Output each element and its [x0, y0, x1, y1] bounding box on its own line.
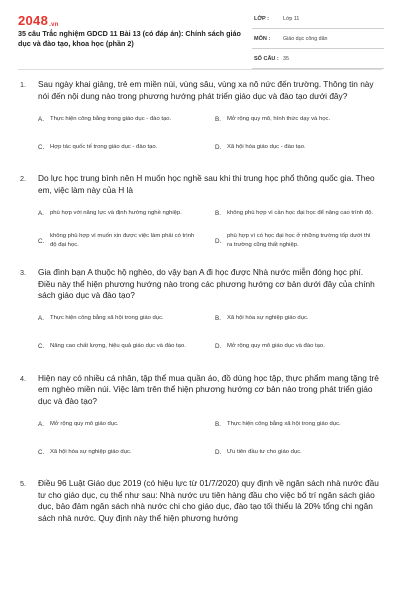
answer-option[interactable]: [215, 441, 388, 463]
answer-option[interactable]: [215, 413, 388, 435]
option-text: Ưu tiên đầu tư cho giáo dục.: [227, 448, 302, 455]
option-text: không phù hợp vì muốn xin được việc làm phải có trình độ đại học.: [50, 233, 195, 248]
answer-option[interactable]: [215, 136, 388, 158]
question-number: 1.: [20, 80, 26, 89]
answer-options: [38, 308, 382, 358]
option-text: Thực hiện công bằng trong giáo dục - đào tạo.: [50, 115, 172, 122]
logo-suffix: .vn: [49, 22, 59, 28]
answer-option[interactable]: [215, 230, 388, 252]
question-text: Sau ngày khai giảng, trẻ em miền núi, vùng sâu, vùng xa nô nức đến trường. Thông tin này nói đến nội dung nào trong phương hướng phát triển giáo dục và đào tạo dưới đây?: [38, 79, 374, 101]
answer-option[interactable]: [215, 202, 388, 224]
meta-row-class: [252, 12, 384, 29]
question: [18, 370, 382, 464]
option-text: phù hợp vì có học đại học ở những trường tốp dưới thì ra trường cũng thất nghiệp.: [227, 233, 371, 248]
option-text: Xã hội hóa sự nghiệp giáo dục.: [227, 315, 309, 322]
meta-row-count: [252, 52, 384, 69]
answer-option[interactable]: [38, 441, 211, 463]
document-header: [0, 0, 400, 66]
answer-option[interactable]: [38, 202, 211, 224]
option-letter: A.: [38, 420, 44, 428]
option-text: Xã hội hóa giáo dục - đào tạo.: [227, 143, 306, 150]
option-letter: A.: [38, 315, 44, 322]
option-letter: D.: [215, 343, 222, 350]
option-letter: C.: [38, 237, 45, 245]
meta-value: 35: [283, 56, 289, 62]
question-text: Gia đình bạn A thuộc hộ nghèo, do vậy bạn A đi học được Nhà nước miễn đóng học phí. Điều này thể hiện phương hướng nào trong các phương hướng cơ bản dưới đây của chính sách giáo dục và đào tạo?: [38, 267, 375, 300]
answer-options: [38, 202, 382, 252]
answer-option[interactable]: [215, 308, 388, 330]
meta-table: [252, 12, 384, 72]
option-text: Mở rộng quy mô giáo dục.: [50, 420, 119, 427]
option-text: phù hợp với năng lực và định hướng nghề nghiệp.: [50, 209, 182, 216]
answer-option[interactable]: [38, 336, 211, 358]
meta-value: Lớp 11: [283, 16, 300, 22]
question: [18, 76, 382, 158]
question-text: Do lực học trung bình nên H muốn học nghề sau khi thi trung học phổ thông quốc gia. Theo em, việc làm này của H là: [38, 173, 375, 195]
answer-options: [38, 108, 382, 158]
option-letter: C.: [38, 143, 45, 151]
option-letter: D.: [215, 237, 222, 245]
option-text: Mở rộng quy mô, hình thức dạy và học.: [227, 115, 331, 122]
question: [18, 264, 382, 358]
option-text: Nâng cao chất lượng, hiệu quả giáo dục và đào tạo.: [50, 343, 186, 350]
question-text: Hiện nay có nhiều cá nhân, tập thể mua quần áo, đồ dùng học tập, thực phẩm mang tặng trẻ em nghèo miền núi. Việc làm trên thể hiện phương hướng cơ bản nào trong phát triển giáo dục và đào tạo?: [38, 372, 379, 406]
question-list: [0, 76, 400, 536]
question: [18, 170, 382, 252]
answer-options: [38, 413, 382, 463]
question-number: 2.: [20, 174, 26, 183]
option-text: Thực hiện công bằng xã hội trong giáo dục.: [50, 315, 164, 322]
header-divider: [18, 69, 382, 70]
option-letter: C.: [38, 343, 45, 350]
meta-key: SỐ CÂU :: [254, 56, 279, 62]
question-number: 5.: [20, 479, 26, 488]
option-text: Xã hội hóa sự nghiệp giáo dục.: [50, 448, 132, 455]
logo-main: 2048: [18, 13, 49, 28]
question-text: Điều 96 Luật Giáo dục 2019 (có hiệu lực từ 01/7/2020) quy định về ngân sách nhà nước đầu tư cho giáo dục, cụ thể như sau: Nhà nước ưu tiên hàng đầu cho việc bố trí ngân sách giáo dục, bảo đảm ngân sách nhà nước chi cho giáo dục, đào tạo tối thiểu là 20% tổng chi ngân sách nhà nước. Quy định này thể hiện phương hướng: [38, 478, 379, 523]
meta-key: LỚP :: [254, 16, 269, 22]
answer-option[interactable]: [38, 136, 211, 158]
answer-option[interactable]: [215, 336, 388, 358]
site-logo[interactable]: [18, 13, 59, 28]
option-letter: B.: [215, 420, 221, 428]
question-number: 3.: [20, 268, 26, 277]
option-letter: A.: [38, 209, 44, 217]
option-text: không phù hợp vì cần học đại học để nâng cao trình độ.: [227, 209, 373, 216]
meta-key: MÔN :: [254, 36, 271, 42]
answer-option[interactable]: [38, 413, 211, 435]
option-letter: D.: [215, 448, 222, 456]
option-letter: B.: [215, 115, 221, 123]
question: [18, 475, 382, 524]
option-letter: B.: [215, 209, 221, 217]
option-letter: C.: [38, 448, 45, 456]
option-text: Thực hiện công bằng xã hội trong giáo dục.: [227, 420, 341, 427]
answer-option[interactable]: [215, 108, 388, 130]
answer-option[interactable]: [38, 308, 211, 330]
document-title: 35 câu Trắc nghiệm GDCD 11 Bài 13 (có đáp án): Chính sách giáo dục và đào tạo, khoa học (phần 2): [18, 29, 241, 48]
answer-option[interactable]: [38, 108, 211, 130]
option-letter: D.: [215, 143, 222, 151]
meta-row-subject: [252, 32, 384, 49]
option-text: Mở rộng quy mô giáo dục và đào tạo.: [227, 343, 325, 350]
question-number: 4.: [20, 373, 26, 383]
meta-value: Giáo dục công dân: [283, 36, 328, 42]
option-letter: A.: [38, 115, 44, 123]
option-letter: B.: [215, 315, 221, 322]
answer-option[interactable]: [38, 230, 211, 252]
option-text: Hợp tác quốc tế trong giáo dục - đào tạo.: [50, 143, 158, 150]
